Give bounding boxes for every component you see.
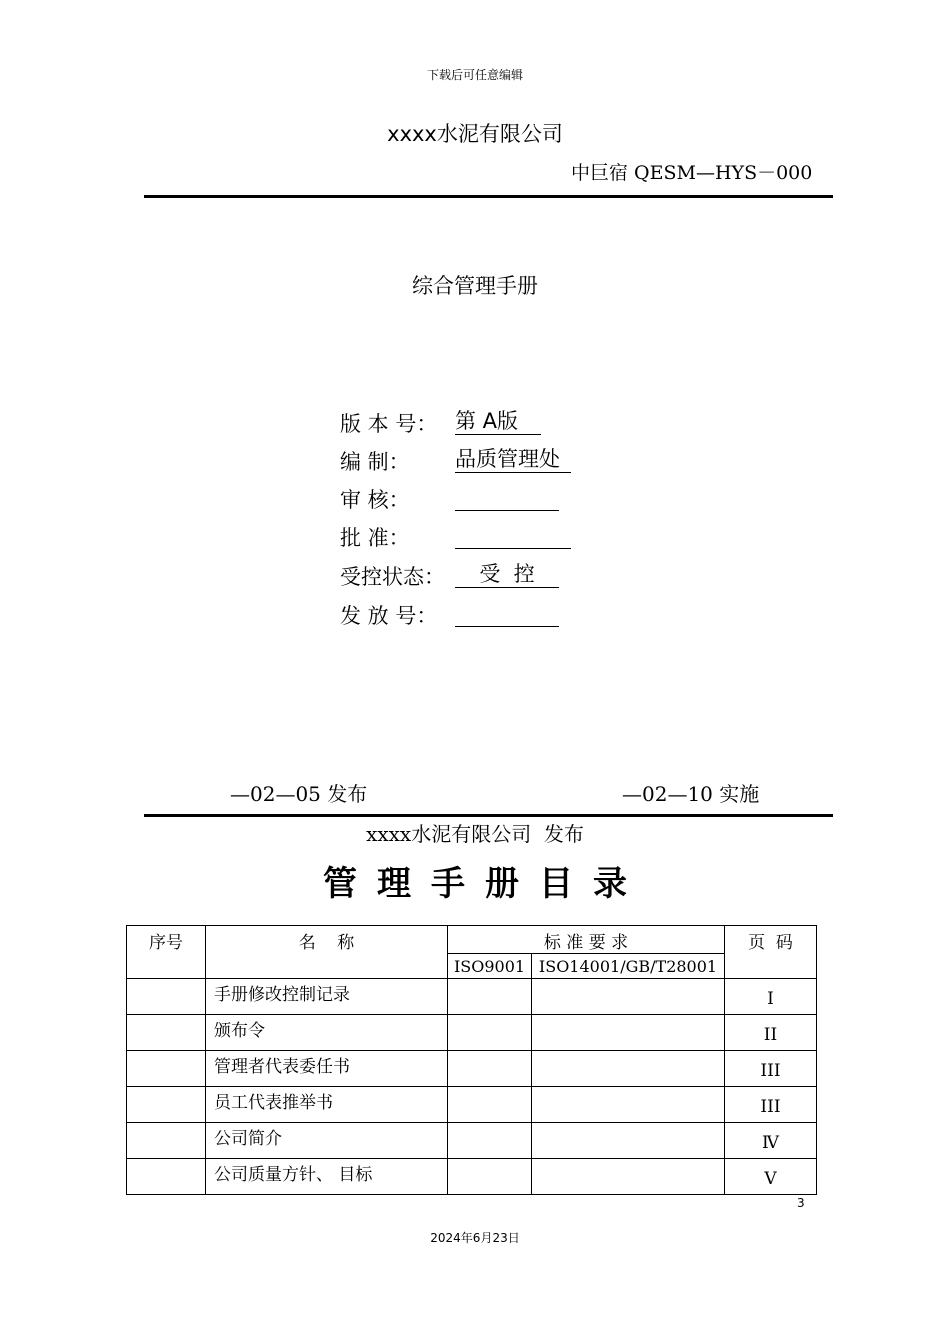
field-value: 品质管理处: [455, 446, 571, 473]
table-row: [127, 1159, 817, 1195]
header-note: 下载后可任意编辑: [426, 68, 523, 82]
field-version: [340, 408, 541, 442]
row-iso14001: [532, 1087, 725, 1123]
table-row: [127, 1087, 817, 1123]
row-iso14001: [532, 1123, 725, 1159]
table-row: [127, 1015, 817, 1051]
row-name: 管理者代表委任书: [206, 1051, 448, 1087]
row-seq: [127, 979, 206, 1015]
row-seq: [127, 1015, 206, 1051]
row-iso9001: [448, 1051, 532, 1087]
row-iso9001: [448, 1087, 532, 1123]
field-label: 批 准：: [340, 526, 410, 550]
row-iso14001: [532, 1051, 725, 1087]
row-iso9001: [448, 979, 532, 1015]
field-label: 审 核：: [340, 488, 410, 512]
row-seq: [127, 1123, 206, 1159]
header-divider: [144, 195, 833, 198]
field-distribution-no: [340, 600, 559, 634]
field-value: 受 控: [455, 561, 559, 588]
field-value: [455, 522, 571, 549]
footer-date: 2024年6月23日: [430, 1231, 520, 1245]
row-name: 手册修改控制记录: [206, 979, 448, 1015]
field-compiled-by: [340, 446, 571, 480]
field-label: 版 本 号：: [340, 412, 438, 436]
row-iso14001: [532, 979, 725, 1015]
document-code: 中巨宿 QESM—HYS－000: [571, 162, 813, 184]
header-iso9001: ISO9001: [448, 954, 532, 979]
field-approved-by: [340, 522, 571, 556]
company-title: xxxx水泥有限公司: [387, 122, 563, 146]
issuer-line: xxxx水泥有限公司 发布: [366, 822, 584, 846]
table-row: [127, 1123, 817, 1159]
table-row: [127, 1051, 817, 1087]
table-row: [127, 979, 817, 1015]
row-iso14001: [532, 1015, 725, 1051]
row-name: 公司质量方针、 目标: [206, 1159, 448, 1195]
manual-title: 综合管理手册: [412, 274, 538, 298]
row-page: III: [725, 1051, 817, 1087]
toc-title: 管理手册目录: [323, 864, 647, 904]
row-name: 员工代表推举书: [206, 1087, 448, 1123]
field-value: 第 A版: [455, 408, 541, 435]
field-label: 编 制：: [340, 450, 410, 474]
field-reviewed-by: [340, 484, 559, 518]
field-value: [455, 600, 559, 627]
row-page: III: [725, 1087, 817, 1123]
row-page: Ⅳ: [725, 1123, 817, 1159]
publish-date: —02—05 发布: [230, 782, 368, 806]
header-page: 页 码: [725, 926, 817, 979]
row-page: I: [725, 979, 817, 1015]
header-standard: 标 准 要 求: [448, 926, 725, 954]
row-name: 颁布令: [206, 1015, 448, 1051]
row-seq: [127, 1051, 206, 1087]
row-iso9001: [448, 1015, 532, 1051]
field-control-status: [340, 561, 559, 595]
effective-date: —02—10 实施: [622, 782, 760, 806]
toc-header-row: [127, 926, 817, 954]
row-iso9001: [448, 1123, 532, 1159]
row-iso9001: [448, 1159, 532, 1195]
field-label: 受控状态：: [340, 565, 445, 589]
page-number: 3: [797, 1196, 805, 1210]
row-page: V: [725, 1159, 817, 1195]
field-value: [455, 484, 559, 511]
row-seq: [127, 1159, 206, 1195]
header-name: 名 称: [206, 926, 448, 979]
row-name: 公司简介: [206, 1123, 448, 1159]
field-label: 发 放 号：: [340, 604, 438, 628]
footer-divider: [144, 814, 833, 817]
toc-table: [126, 925, 817, 1195]
row-seq: [127, 1087, 206, 1123]
header-iso14001: ISO14001/GB/T28001: [532, 954, 725, 979]
row-iso14001: [532, 1159, 725, 1195]
row-page: II: [725, 1015, 817, 1051]
header-seq: 序号: [127, 926, 206, 979]
